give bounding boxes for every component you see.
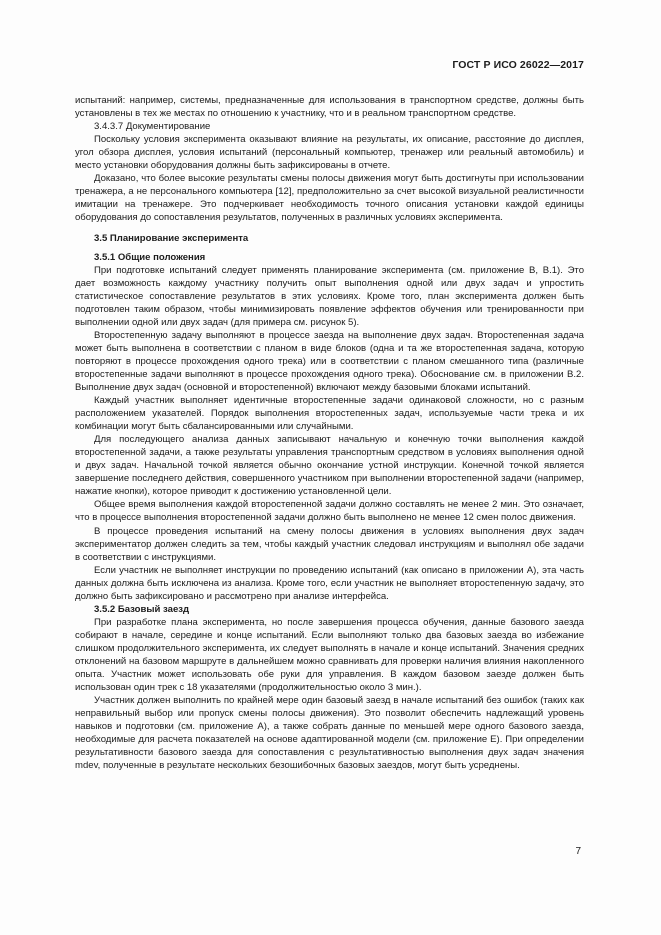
paragraph: Если участник не выполняет инструкции по проведению испытаний (как описано в приложении А), эта часть данных должна быть исключена из анализа. Кроме того, если участник не выполняет второстепенную задачу, это должно быть зафиксировано и рассмотрено при анализе интерфейса. xyxy=(75,564,584,602)
paragraph: Для последующего анализа данных записывают начальную и конечную точки выполнения каждой второстепенной задачи, а также результаты управления транспортным средством в условиях выполнения одной и двух задач. Начальной точкой является обычно окончание устной инструкции. Конечной точкой является завершение последнего действия, совершенного участником при выполнении второстепенной задачи (например, нажатие кнопки), которое приводит к достижению установленной цели. xyxy=(75,434,584,498)
paragraph: В процессе проведения испытаний на смену полосы движения в условиях выполнения двух задач экспериментатор должен следить за тем, чтобы каждый участник следовал инструкциям и выполнял обе задачи в соответствии с инструкциями. xyxy=(75,525,584,563)
paragraph: При подготовке испытаний следует применять планирование эксперимента (см. приложение В, В.1). Это дает возможность каждому участнику получить опыт выполнения одной или двух задач и упростить статистическое сопоставление результатов в этих условиях. Кроме того, план эксперимента должен быть подготовлен таким образом, чтобы минимизировать появление эффектов обучения или тренированности при выполнении одной или двух задач (для примера см. рисунок 5). xyxy=(75,264,584,328)
paragraph-continuation: испытаний: например, системы, предназначенные для использования в транспортном средстве, должны быть установлены в тех же местах по отношению к участнику, что и в реальном транспортном средстве. xyxy=(75,95,584,120)
subclause-heading-documentation: 3.4.3.7 Документирование xyxy=(94,121,211,133)
paragraph: Участник должен выполнить по крайней мере один базовый заезд в начале испытаний без ошибок (таких как неправильный выбор или пропуск смены полосы движения). Это позволит обеспечить надлежащий уровень навыков и подготовки (см. приложение А), а также собрать данные по меньшей мере одного базового заезда, необходимые для расчета показателей на основе адаптированной модели (см. приложение Е). При определении результативности базового заезда для сопоставления с результативностью выполнения двух задач значения mdev, полученные в результате нескольких безошибочных базовых заездов, могут быть усреднены. xyxy=(75,695,584,772)
subsection-heading-baseline-run: 3.5.2 Базовый заезд xyxy=(94,603,190,615)
standard-designation: ГОСТ Р ИСО 26022—2017 xyxy=(452,59,584,71)
section-heading-experiment-planning: 3.5 Планирование эксперимента xyxy=(94,233,249,245)
paragraph: Доказано, что более высокие результаты смены полосы движения могут быть достигнуты при использовании тренажера, а не персонального компьютера [12], предположительно за счет высокой визуальной реалистичности имитации на тренажере. Это подчеркивает необходимость точного описания установки каждой единицы оборудования до сопоставления результатов, полученных в различных условиях эксперимента. xyxy=(75,173,584,224)
subsection-heading-general: 3.5.1 Общие положения xyxy=(94,251,206,263)
paragraph: При разработке плана эксперимента, но после завершения процесса обучения, данные базового заезда собирают в начале, середине и конце испытаний. Если выполняют только два базовых заезда во избежание слишком продолжительного эксперимента, их следует выполнять в начале и конце испытаний. Значения средних отклонений на базовом маршруте в дальнейшем можно сравнивать для проверки наличия влияния накопленного опыта. Участник может использовать обе руки для управления. В каждом базовом заезде должен быть использован один трек с 18 указателями (продолжительностью около 3 мин.). xyxy=(75,616,584,694)
page-number: 7 xyxy=(575,846,581,857)
body-text xyxy=(75,94,584,772)
paragraph: Поскольку условия эксперимента оказывают влияние на результаты, их описание, расстояние до дисплея, угол обзора дисплея, условия испытаний (персональный компьютер, тренажер или реальный автомобиль) и место установки оборудования должны быть зафиксированы в отчете. xyxy=(75,134,584,172)
paragraph: Второстепенную задачу выполняют в процессе заезда на выполнение двух задач. Второстепенная задача может быть выполнена в соответствии с планом в виде блоков (одна и та же второстепенная задача, которую повторяют в процессе прохождения одного трека) или в соответствии с планом смешанного типа (различные второстепенные задачи выполняют в процессе прохождения одного трека). Обоснование см. в приложении В.2. Выполнение двух задач (основной и второстепенной) включают между базовыми блоками испытаний. xyxy=(75,329,584,393)
paragraph: Общее время выполнения каждой второстепенной задачи должно составлять не менее 2 мин. Это означает, что в процессе выполнения второстепенной задачи должно быть выполнено не менее 12 смен полос движения. xyxy=(75,499,584,524)
paragraph: Каждый участник выполняет идентичные второстепенные задачи одинаковой сложности, но с разным расположением указателей. Порядок выполнения второстепенных задач, используемые части трека и их комбинации могут быть сбалансированными или случайными. xyxy=(75,395,584,433)
